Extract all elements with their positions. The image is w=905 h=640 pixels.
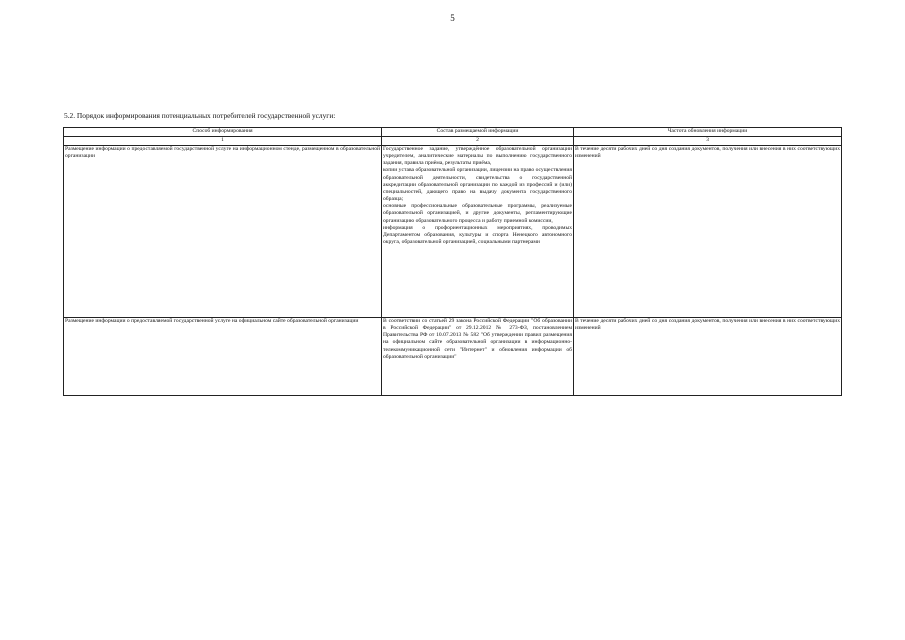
row-1-content-line: копии устава образовательной организации, лицензии на право осуществления образовательной деятельности, свидетельства о государственной аккредитации образовательной организации по каждой из профессий и (или) специальностей, дающего право на выдачу документа государственного образца;: [383, 167, 572, 203]
row-1-frequency: В течение десяти рабочих дней со дня создания документов, получения или внесения в них соответствующих изменений: [574, 146, 842, 318]
column-number-2: 2: [382, 137, 574, 146]
table-row: [64, 146, 842, 318]
row-2-method: Размещение информации о предоставляемой государственной услуге на официальном сайте образовательной организации: [64, 318, 382, 396]
row-2-content: [382, 318, 574, 396]
section-heading: 5.2. Порядок информирования потенциальных потребителей государственной услуги:: [64, 111, 336, 120]
header-row: [64, 128, 842, 137]
table-row: [64, 318, 842, 396]
row-1-content-line: Государственное задание, утверждённое образовательной организации учредителем, аналитические материалы по выполнению государственного задания, правила приёма, результаты приёма,: [383, 146, 572, 167]
row-1-content-line: информация о профориентационных мероприятиях, проводимых Департаментом образования, культуры и спорта Ненецкого автономного округа, образовательной организацией, социальными партнерами: [383, 224, 572, 246]
row-2-content-line: В соответствии со статьей 29 закона Российской Федерации "Об образовании в Российской Федерации" от 29.12.2012 № 273-ФЗ, постановлением Правительства РФ от 10.07.2013 № 582 "Об утверждении правил размещения на официальном сайте образовательной организации в информационно-телекоммуникационной сети "Интернет" и обновления информации об образовательной организации": [383, 318, 572, 360]
row-1-method: Размещение информации о предоставляемой государственной услуге на информационном стенде, размещенном в образовательной организации: [64, 146, 382, 318]
header-content: Состав размещаемой информации: [382, 128, 574, 137]
column-number-1: 1: [64, 137, 382, 146]
header-frequency: Частота обновления информации: [574, 128, 842, 137]
header-method: Способ информирования: [64, 128, 382, 137]
row-1-content: [382, 146, 574, 318]
row-2-frequency: В течение десяти рабочих дней со дня создания документов, получения или внесения в них соответствующих изменений: [574, 318, 842, 396]
page-number: 5: [450, 13, 455, 23]
information-table: [63, 127, 842, 396]
column-number-3: 3: [574, 137, 842, 146]
column-number-row: [64, 137, 842, 146]
row-1-content-line: основные профессиональные образовательные программы, реализуемые образовательной организацией, и другие документы, регламентирующие организацию образовательного процесса и работу приемной комиссии,: [383, 203, 572, 224]
